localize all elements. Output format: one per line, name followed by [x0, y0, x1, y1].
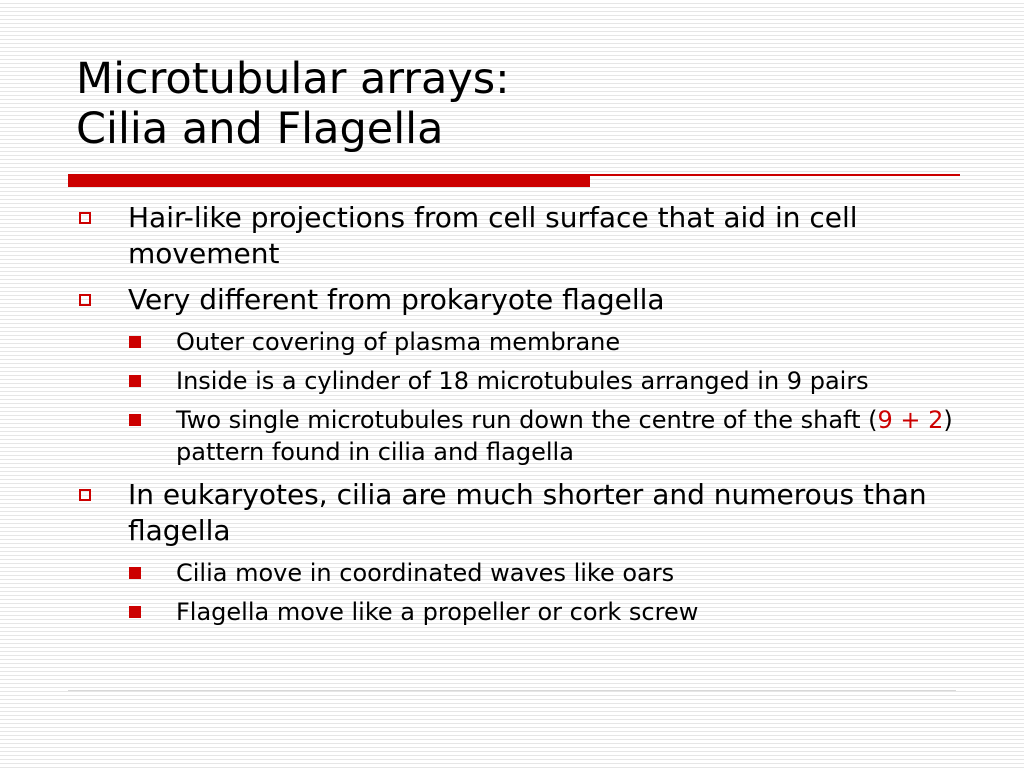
sub-bullet-2-2-text: Inside is a cylinder of 18 microtubules arranged in 9 pairs: [176, 367, 869, 395]
bullet-1: [76, 200, 956, 272]
hollow-square-bullet-icon: [79, 212, 91, 224]
title-underline-thin: [590, 174, 960, 176]
sub-bullet-2-2: [76, 365, 956, 397]
bullet-list: [76, 200, 956, 637]
bullet-3: [76, 477, 956, 549]
bullet-3-text: In eukaryotes, cilia are much shorter and numerous than flagella: [128, 478, 927, 547]
bullet-1-text: Hair-like projections from cell surface that aid in cell movement: [128, 201, 858, 270]
sub-bullet-3-1: [76, 557, 956, 589]
sub-bullet-2-1-text: Outer covering of plasma membrane: [176, 328, 621, 356]
title-underline-thick: [68, 174, 590, 187]
sub-bullet-2-1: [76, 326, 956, 358]
footer-divider: [68, 690, 956, 691]
slide-title-line-1: Microtubular arrays:: [76, 54, 510, 104]
hollow-square-bullet-icon: [79, 489, 91, 501]
filled-square-bullet-icon: [129, 606, 141, 618]
filled-square-bullet-icon: [129, 336, 141, 348]
filled-square-bullet-icon: [129, 414, 141, 426]
filled-square-bullet-icon: [129, 375, 141, 387]
nine-plus-two-highlight: 9 + 2: [877, 406, 944, 434]
sub-bullet-2-3-text-before: Two single microtubules run down the centre of the shaft (: [176, 406, 878, 434]
sub-bullet-3-2-text: Flagella move like a propeller or cork screw: [176, 598, 699, 626]
filled-square-bullet-icon: [129, 567, 141, 579]
sub-bullet-2-3: [76, 404, 956, 468]
sub-bullet-3-1-text: Cilia move in coordinated waves like oars: [176, 559, 675, 587]
slide-title-line-2: Cilia and Flagella: [76, 104, 444, 154]
sub-bullet-2-3-text-after: ) pattern found in cilia and flagella: [176, 406, 953, 466]
bullet-2: [76, 282, 956, 318]
sub-bullet-3-2: [76, 596, 956, 628]
hollow-square-bullet-icon: [79, 294, 91, 306]
slide-title: [76, 54, 510, 154]
bullet-2-text: Very different from prokaryote flagella: [128, 283, 665, 316]
